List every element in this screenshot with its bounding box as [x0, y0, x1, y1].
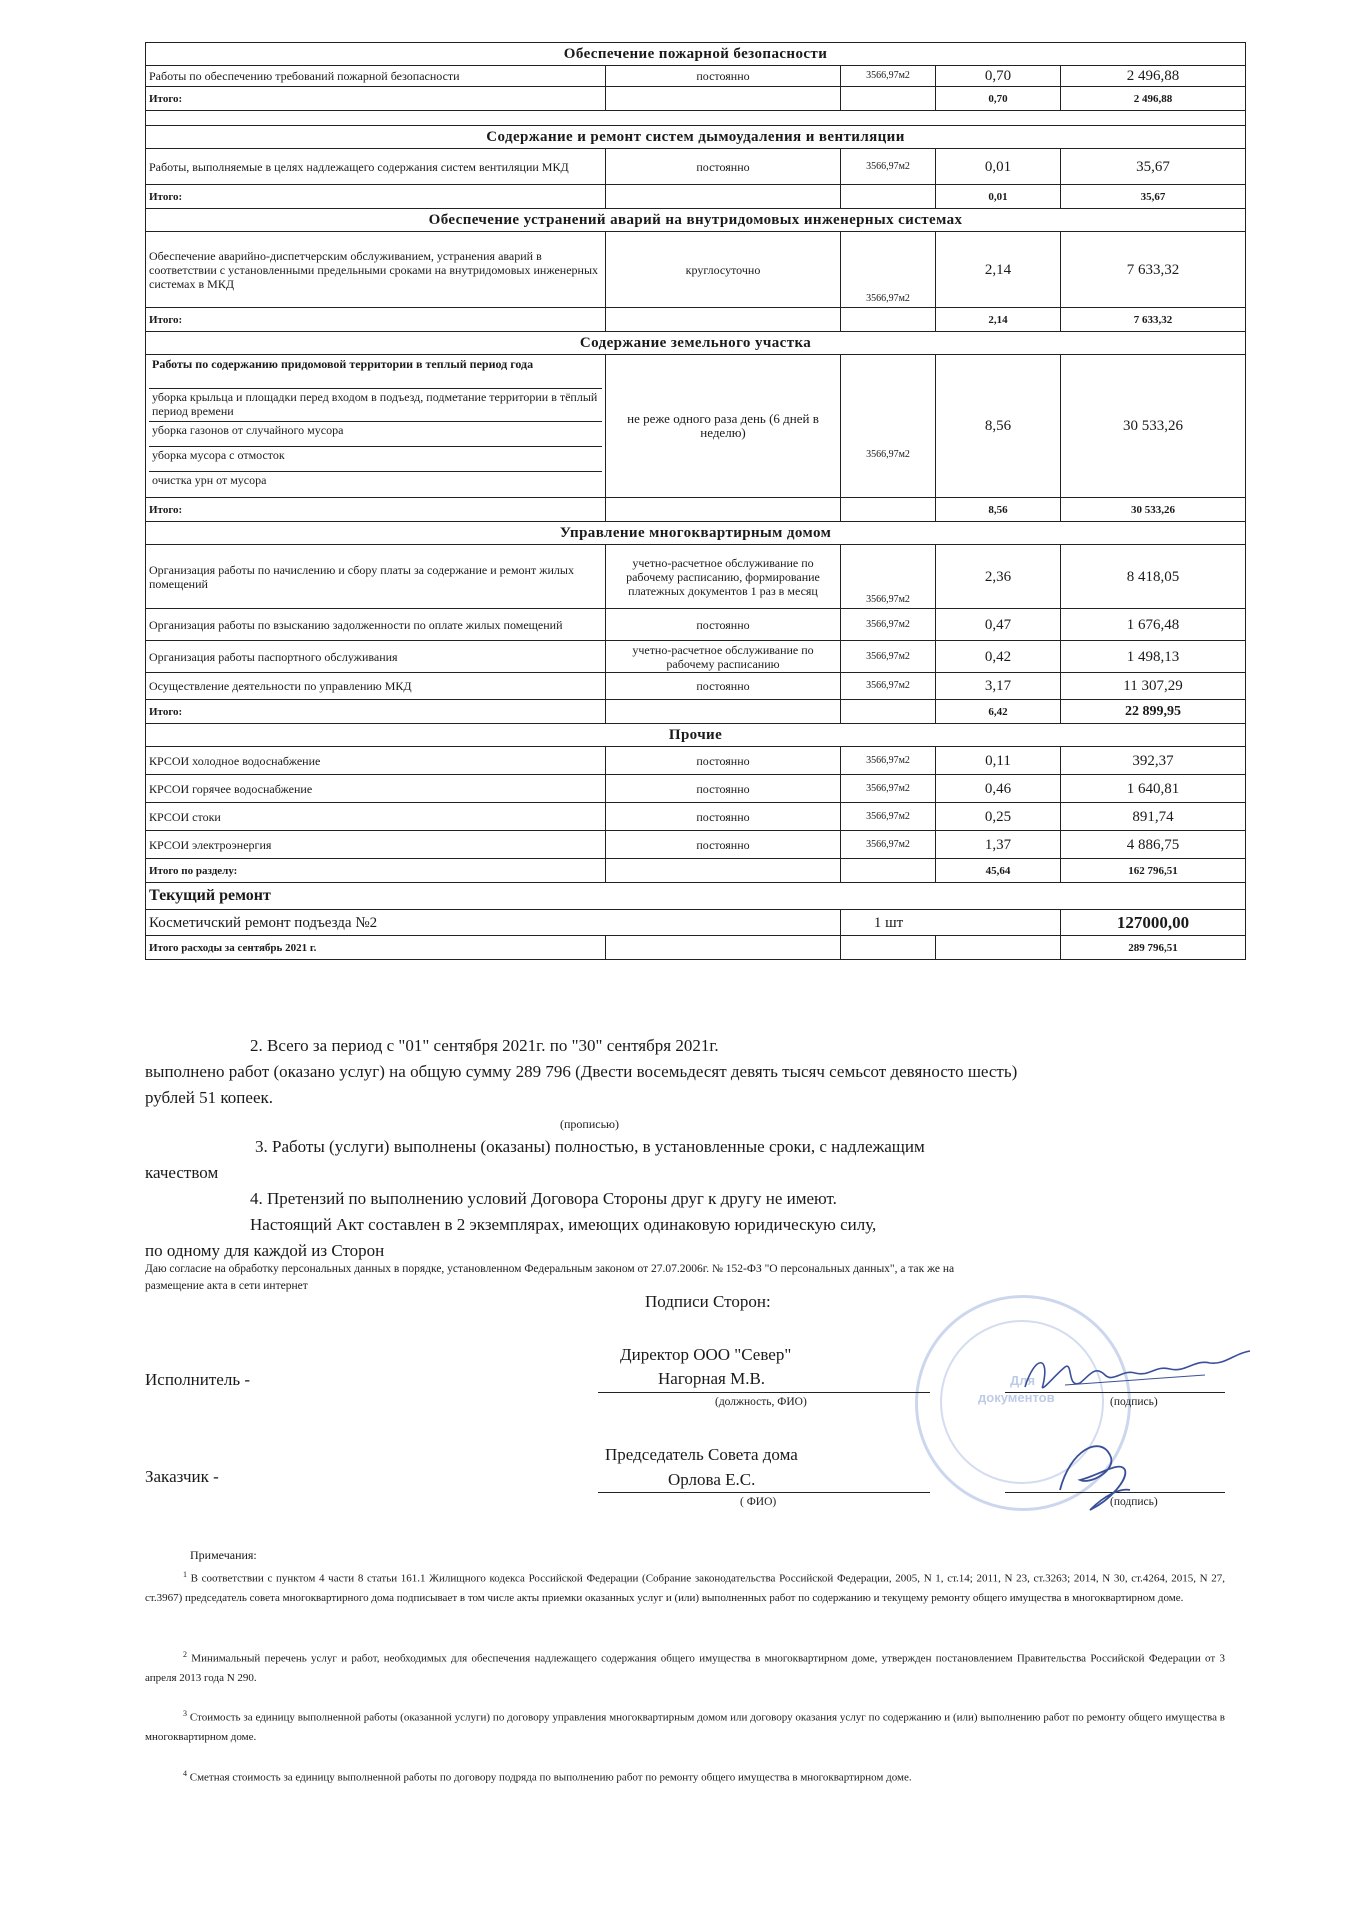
- paragraph-3-line-1: 3. Работы (услуги) выполнены (оказаны) полностью, в установленные сроки, с надлежащим: [255, 1137, 925, 1156]
- signatures-title: Подписи Сторон:: [645, 1292, 771, 1311]
- service-area: 3566,97м2: [841, 775, 936, 803]
- total-label: Итого:: [146, 87, 606, 111]
- service-name: Организация работы по взысканию задолженности по оплате жилых помещений: [146, 609, 606, 641]
- service-frequency: учетно-расчетное обслуживание по рабочему расписанию, формирование платежных документов 1 раз в месяц: [606, 545, 841, 609]
- total-label: Итого по разделу:: [146, 859, 606, 883]
- service-sum: 1 498,13: [1061, 641, 1246, 673]
- note-2: [145, 1645, 1225, 1688]
- service-sum: 35,67: [1061, 149, 1246, 185]
- note-marker: 3: [183, 1709, 187, 1718]
- propisyu-caption: (прописью): [560, 1117, 620, 1131]
- service-name: Косметичский ремонт подъезда №2: [146, 910, 841, 936]
- service-name: Организация работы по начислению и сбору платы за содержание и ремонт жилых помещений: [146, 545, 606, 609]
- service-sum: 2 496,88: [1061, 66, 1246, 87]
- section-title: Управление многоквартирным домом: [146, 522, 1246, 545]
- service-area: 3566,97м2: [841, 609, 936, 641]
- note-3: [145, 1704, 1225, 1747]
- table-row: [146, 66, 1246, 87]
- note-marker: 4: [183, 1769, 187, 1778]
- table-row: [146, 747, 1246, 775]
- paragraph-5-line-2: по одному для каждой из Сторон: [145, 1241, 385, 1260]
- total-label: Итого:: [146, 308, 606, 332]
- service-rate: 0,47: [936, 609, 1061, 641]
- service-area: 3566,97м2: [841, 66, 936, 87]
- service-area: 3566,97м2: [841, 545, 936, 609]
- service-rate: 2,14: [936, 232, 1061, 308]
- service-frequency: постоянно: [606, 747, 841, 775]
- table-row: [146, 149, 1246, 185]
- service-area: 3566,97м2: [841, 149, 936, 185]
- paragraph-4: 4. Претензий по выполнению условий Договора Стороны друг к другу не имеют.: [250, 1189, 837, 1208]
- service-frequency: постоянно: [606, 149, 841, 185]
- land-works-list: [146, 355, 606, 498]
- list-item: уборка газонов от случайного мусора: [149, 422, 602, 447]
- service-sum: 392,37: [1061, 747, 1246, 775]
- service-frequency: не реже одного раза день (6 дней в неделю): [606, 355, 841, 498]
- service-frequency: постоянно: [606, 609, 841, 641]
- total-row: [146, 87, 1246, 111]
- list-item: уборка мусора с отмосток: [149, 447, 602, 472]
- service-sum: 11 307,29: [1061, 673, 1246, 700]
- service-frequency: учетно-расчетное обслуживание по рабочему расписанию: [606, 641, 841, 673]
- service-area: 3566,97м2: [841, 747, 936, 775]
- total-sum: 162 796,51: [1061, 859, 1246, 883]
- service-area: 3566,97м2: [841, 673, 936, 700]
- service-rate: 0,46: [936, 775, 1061, 803]
- total-sum: 30 533,26: [1061, 498, 1246, 522]
- consent-line-2: размещение акта в сети интернет: [145, 1280, 308, 1292]
- service-name: Обеспечение аварийно-диспетчерским обслуживанием, устранения аварий в соответствии с установленными предельными сроками на внутридомовых инженерных системах в МКД: [146, 232, 606, 308]
- total-sum: 2 496,88: [1061, 87, 1246, 111]
- paragraph-2-line-1: 2. Всего за период с "01" сентября 2021г. по "30" сентября 2021г.: [250, 1036, 719, 1055]
- service-name: Организация работы паспортного обслуживания: [146, 641, 606, 673]
- paragraph-2-line-2: выполнено работ (оказано услуг) на общую сумму 289 796 (Двести восемьдесят девять тысяч семьсот девяносто шесть): [145, 1062, 1018, 1081]
- paragraph-5-line-1: Настоящий Акт составлен в 2 экземплярах, имеющих одинаковую юридическую силу,: [250, 1215, 877, 1234]
- grand-total-row: [146, 936, 1246, 960]
- service-sum: 891,74: [1061, 803, 1246, 831]
- service-name: КРСОИ стоки: [146, 803, 606, 831]
- services-table: [145, 42, 1246, 960]
- total-row: [146, 859, 1246, 883]
- table-row: [146, 609, 1246, 641]
- note-text: В соответствии с пунктом 4 части 8 статьи 161.1 Жилищного кодекса Российской Федерации (Собрание законодательства Российской Федерации, 2005, N 1, ст.14; 2011, N 23, ст.3263; 2014, N 30, ст.4264, 2015, N 27, ст.3967) председатель совета многоквартирного дома подписывает в том числе акты приемки оказанных услуг и (или) выполненных работ по содержанию и текущему ремонту общего имущества в многоквартирном доме.: [145, 1572, 1225, 1604]
- total-row: [146, 308, 1246, 332]
- total-label: Итого расходы за сентябрь 2021 г.: [146, 936, 606, 960]
- note-text: Минимальный перечень услуг и работ, необходимых для обеспечения надлежащего содержания общего имущества в многоквартирном доме, утвержден постановлением Правительства Российской Федерации от 3 апреля 2013 года N 290.: [145, 1652, 1226, 1684]
- service-area: 3566,97м2: [841, 803, 936, 831]
- total-row: [146, 185, 1246, 209]
- table-row: [146, 831, 1246, 859]
- service-rate: 2,36: [936, 545, 1061, 609]
- note-4: [145, 1764, 1225, 1788]
- stamp-text: документов: [978, 1390, 1055, 1405]
- total-label: Итого:: [146, 700, 606, 724]
- service-frequency: постоянно: [606, 803, 841, 831]
- customer-name-line: [598, 1492, 930, 1493]
- service-sum: 7 633,32: [1061, 232, 1246, 308]
- service-area: 3566,97м2: [841, 355, 936, 498]
- service-sum: 8 418,05: [1061, 545, 1246, 609]
- list-item: Работы по содержанию придомовой территории в теплый период года: [149, 356, 602, 389]
- note-marker: 2: [183, 1650, 187, 1659]
- customer-sign-caption: (подпись): [1110, 1496, 1158, 1508]
- table-row: [146, 910, 1246, 936]
- total-rate: 0,01: [936, 185, 1061, 209]
- table-row: [146, 803, 1246, 831]
- service-sum: 1 640,81: [1061, 775, 1246, 803]
- service-sum: 30 533,26: [1061, 355, 1246, 498]
- executor-caption: (должность, ФИО): [715, 1396, 807, 1408]
- service-frequency: круглосуточно: [606, 232, 841, 308]
- service-name: КРСОИ горячее водоснабжение: [146, 775, 606, 803]
- section-title: Текущий ремонт: [146, 883, 1246, 910]
- executor-label: Исполнитель -: [145, 1370, 250, 1389]
- service-rate: 1,37: [936, 831, 1061, 859]
- note-marker: 1: [183, 1570, 187, 1579]
- total-label: Итого:: [146, 185, 606, 209]
- executor-position: Директор ООО "Север": [620, 1345, 792, 1364]
- table-row: [146, 355, 1246, 498]
- total-rate: 6,42: [936, 700, 1061, 724]
- service-frequency: постоянно: [606, 775, 841, 803]
- table-row: [146, 232, 1246, 308]
- total-row: [146, 498, 1246, 522]
- executor-sign-caption: (подпись): [1110, 1396, 1158, 1408]
- service-name: Работы по обеспечению требований пожарной безопасности: [146, 66, 606, 87]
- total-rate: 45,64: [936, 859, 1061, 883]
- list-item: очистка урн от мусора: [152, 473, 267, 487]
- total-label: Итого:: [146, 498, 606, 522]
- total-sum: 7 633,32: [1061, 308, 1246, 332]
- total-sum: 35,67: [1061, 185, 1246, 209]
- table-row: [146, 641, 1246, 673]
- section-title: Содержание земельного участка: [146, 332, 1246, 355]
- total-rate: 0,70: [936, 87, 1061, 111]
- service-rate: 3,17: [936, 673, 1061, 700]
- service-rate: 0,42: [936, 641, 1061, 673]
- service-frequency: постоянно: [606, 673, 841, 700]
- table-row: [146, 775, 1246, 803]
- note-1: [145, 1565, 1225, 1608]
- act-document: [145, 42, 1245, 960]
- customer-signature: [1030, 1430, 1150, 1520]
- notes-heading: Примечания:: [190, 1548, 257, 1562]
- section-title: Содержание и ремонт систем дымоудаления и вентиляции: [146, 126, 1246, 149]
- service-frequency: постоянно: [606, 831, 841, 859]
- list-item: уборка крыльца и площадки перед входом в подъезд, подметание территории в тёплый период времени: [149, 389, 602, 422]
- service-rate: 0,01: [936, 149, 1061, 185]
- section-title: Обеспечение пожарной безопасности: [146, 43, 1246, 66]
- customer-position: Председатель Совета дома: [605, 1445, 798, 1464]
- service-rate: 8,56: [936, 355, 1061, 498]
- service-area: 3566,97м2: [841, 641, 936, 673]
- note-text: Стоимость за единицу выполненной работы (оказанной услуги) по договору управления многоквартирным домом или договору оказания услуг по содержанию и (или) выполнению работ по ремонту общего имущества в многоквартирном доме.: [145, 1711, 1225, 1743]
- service-name: КРСОИ холодное водоснабжение: [146, 747, 606, 775]
- service-area: 3566,97м2: [841, 831, 936, 859]
- paragraph-2-line-3: рублей 51 копеек.: [145, 1088, 273, 1107]
- note-text: Сметная стоимость за единицу выполненной работы по договору подряда по выполнению работ по ремонту общего имущества в многоквартирном доме.: [189, 1771, 912, 1784]
- service-name: Работы, выполняемые в целях надлежащего содержания систем вентиляции МКД: [146, 149, 606, 185]
- service-area: 3566,97м2: [841, 232, 936, 308]
- service-quantity: 1 шт: [873, 914, 904, 931]
- executor-name-line: [598, 1392, 930, 1393]
- section-title: Прочие: [146, 724, 1246, 747]
- service-frequency: постоянно: [606, 66, 841, 87]
- service-rate: 0,11: [936, 747, 1061, 775]
- service-name: Осуществление деятельности по управлению МКД: [146, 673, 606, 700]
- total-rate: 8,56: [936, 498, 1061, 522]
- customer-caption: ( ФИО): [740, 1496, 777, 1508]
- total-sum: 22 899,95: [1061, 700, 1246, 724]
- paragraph-3-line-2: качеством: [145, 1163, 219, 1182]
- stamp-text: Для: [1010, 1373, 1036, 1388]
- customer-name: Орлова Е.С.: [668, 1470, 756, 1489]
- service-rate: 0,70: [936, 66, 1061, 87]
- service-sum: 4 886,75: [1061, 831, 1246, 859]
- total-sum: 289 796,51: [1061, 936, 1246, 960]
- service-sum: 1 676,48: [1061, 609, 1246, 641]
- service-name: КРСОИ электроэнергия: [146, 831, 606, 859]
- total-row: [146, 700, 1246, 724]
- service-rate: 0,25: [936, 803, 1061, 831]
- consent-line-1: Даю согласие на обработку персональных данных в порядке, установленном Федеральным законом от 27.07.2006г. № 152-ФЗ "О персональных данных", а так же на: [145, 1263, 955, 1275]
- executor-signature: [1005, 1345, 1265, 1405]
- total-rate: 2,14: [936, 308, 1061, 332]
- service-sum: 127000,00: [1061, 910, 1246, 936]
- table-row: [146, 673, 1246, 700]
- executor-name: Нагорная М.В.: [658, 1369, 766, 1388]
- section-title: Обеспечение устранений аварий на внутридомовых инженерных системах: [146, 209, 1246, 232]
- customer-label: Заказчик -: [145, 1467, 219, 1486]
- table-row: [146, 545, 1246, 609]
